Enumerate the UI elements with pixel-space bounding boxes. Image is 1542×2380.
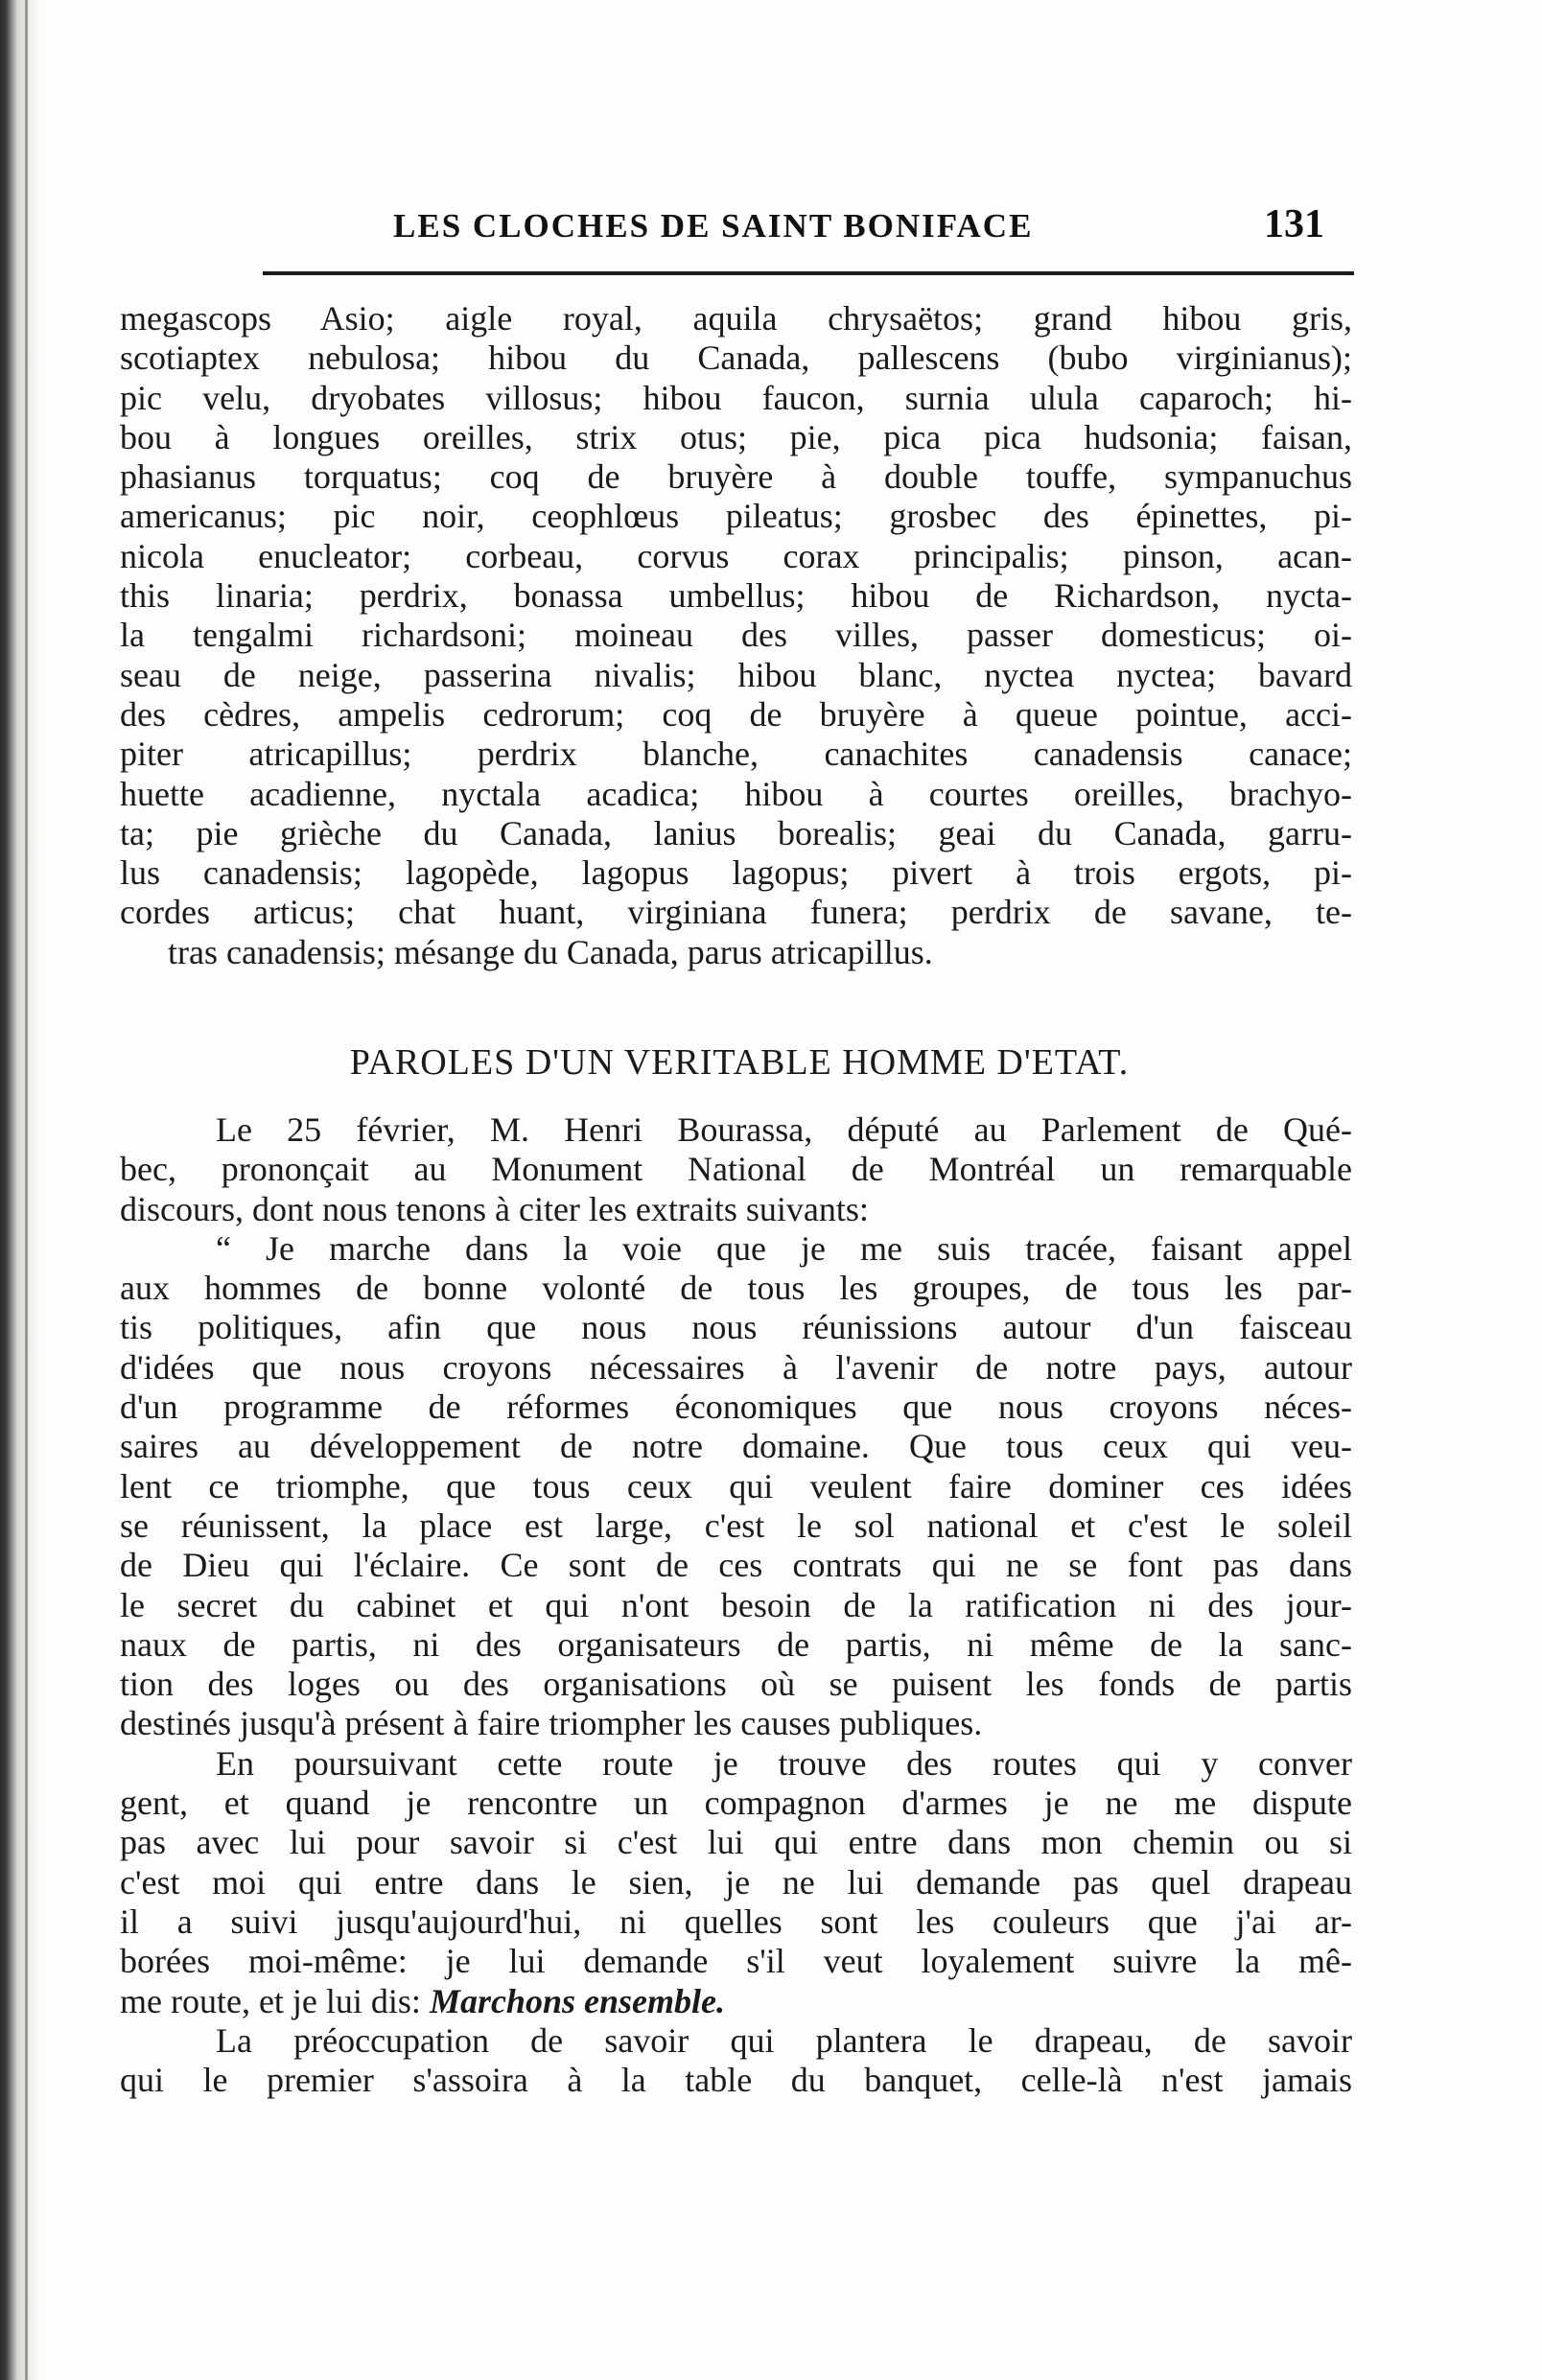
text-line: tras canadensis; mésange du Canada, parus atricapillus. — [168, 932, 933, 971]
text-line: phasianus torquatus; coq de bruyère à double touffe, sympanuchus — [120, 457, 1352, 497]
text-line: des cèdres, ampelis cedrorum; coq de bruyère à queue pointue, acci- — [120, 694, 1352, 734]
text-line: En poursuivant cette route je trouve des routes qui y conver — [216, 1743, 1352, 1783]
header-rule — [263, 271, 1354, 275]
text-line: le secret du cabinet et qui n'ont besoin de la ratification ni des jour- — [120, 1585, 1352, 1624]
text-line: discours, dont nous tenons à citer les extraits suivants: — [120, 1189, 869, 1228]
text-line: scotiaptex nebulosa; hibou du Canada, pallescens (bubo virginianus); — [120, 338, 1352, 378]
speech-paragraphs — [120, 1110, 1352, 2100]
text-line: naux de partis, ni des organisateurs de partis, ni même de la sanc- — [120, 1624, 1352, 1664]
text-line: d'idées que nous croyons nécessaires à l'avenir de notre pays, autour — [120, 1347, 1352, 1387]
text-line: de Dieu qui l'éclaire. Ce sont de ces contrats qui ne se font pas dans — [120, 1546, 1352, 1585]
text-line: destinés jusqu'à présent à faire triompher les causes publiques. — [120, 1704, 983, 1743]
binding-line — [25, 0, 28, 2380]
section-title: PAROLES D'UN VERITABLE HOMME D'ETAT. — [349, 1042, 1130, 1083]
text-line: lent ce triomphe, que tous ceux qui veulent faire dominer ces idées — [120, 1466, 1352, 1505]
text-line: tion des loges ou des organisations où se puisent les fonds de partis — [120, 1665, 1352, 1704]
text-fragment: me route, et je lui dis: — [120, 1981, 421, 2020]
text-line: lus canadensis; lagopède, lagopus lagopus; pivert à trois ergots, pi- — [120, 853, 1352, 893]
page-number: 131 — [1264, 202, 1324, 246]
text-line: tis politiques, afin que nous nous réunissions autour d'un faisceau — [120, 1308, 1352, 1347]
text-line: bou à longues oreilles, strix otus; pie, pica pica hudsonia; faisan, — [120, 417, 1352, 456]
text-line: megascops Asio; aigle royal, aquila chrysaëtos; grand hibou gris, — [120, 299, 1352, 338]
text-line: bec, prononçait au Monument National de Montréal un remarquable — [120, 1150, 1352, 1189]
text-line: se réunissent, la place est large, c'est le sol national et c'est le soleil — [120, 1505, 1352, 1545]
text-line: aux hommes de bonne volonté de tous les groupes, de tous les par- — [120, 1269, 1352, 1308]
text-line: pic velu, dryobates villosus; hibou faucon, surnia ulula caparoch; hi- — [120, 378, 1352, 417]
text-line: il a suivi jusqu'aujourd'hui, ni quelles sont les couleurs que j'ai ar- — [120, 1902, 1352, 1941]
text-line: ta; pie grièche du Canada, lanius borealis; geai du Canada, garru- — [120, 813, 1352, 852]
text-line: cordes articus; chat huant, virginiana funera; perdrix de savane, te- — [120, 893, 1352, 932]
text-line: this linaria; perdrix, bonassa umbellus; hibou de Richardson, nycta- — [120, 576, 1352, 616]
text-line: huette acadienne, nyctala acadica; hibou à courtes oreilles, brachyo- — [120, 774, 1352, 813]
running-title: LES CLOCHES DE SAINT BONIFACE — [393, 207, 1034, 245]
text-line: La préoccupation de savoir qui plantera le drapeau, de savoir — [216, 2020, 1352, 2060]
bird-list-paragraph — [120, 299, 1352, 972]
text-line: saires au développement de notre domaine. Que tous ceux qui veu- — [120, 1427, 1352, 1466]
text-line: seau de neige, passerina nivalis; hibou blanc, nyctea nyctea; bavard — [120, 655, 1352, 694]
text-line: “ Je marche dans la voie que je me suis tracée, faisant appel — [216, 1228, 1352, 1268]
text-line: qui le premier s'assoira à la table du banquet, celle-là n'est jamais — [120, 2061, 1352, 2100]
text-line: pas avec lui pour savoir si c'est lui qui entre dans mon chemin ou si — [120, 1823, 1352, 1862]
text-line-with-italic — [120, 1982, 1352, 2021]
text-line: piter atricapillus; perdrix blanche, canachites canadensis canace; — [120, 735, 1352, 774]
text-line: nicola enucleator; corbeau, corvus corax principalis; pinson, acan- — [120, 536, 1352, 575]
binding-edge — [0, 0, 40, 2380]
text-line: borées moi-même: je lui demande s'il veut loyalement suivre la mê- — [120, 1942, 1352, 1981]
text-line: Le 25 février, M. Henri Bourassa, député au Parlement de Qué- — [216, 1110, 1352, 1149]
text-line: d'un programme de réformes économiques que nous croyons néces- — [120, 1388, 1352, 1427]
text-line: c'est moi qui entre dans le sien, je ne lui demande pas quel drapeau — [120, 1862, 1352, 1902]
text-line: la tengalmi richardsoni; moineau des villes, passer domesticus; oi- — [120, 616, 1352, 655]
text-line: americanus; pic noir, ceophlœus pileatus; grosbec des épinettes, pi- — [120, 497, 1352, 536]
text-line: gent, et quand je rencontre un compagnon d'armes je ne me dispute — [120, 1784, 1352, 1823]
italic-phrase: Marchons ensemble. — [429, 1981, 725, 2020]
